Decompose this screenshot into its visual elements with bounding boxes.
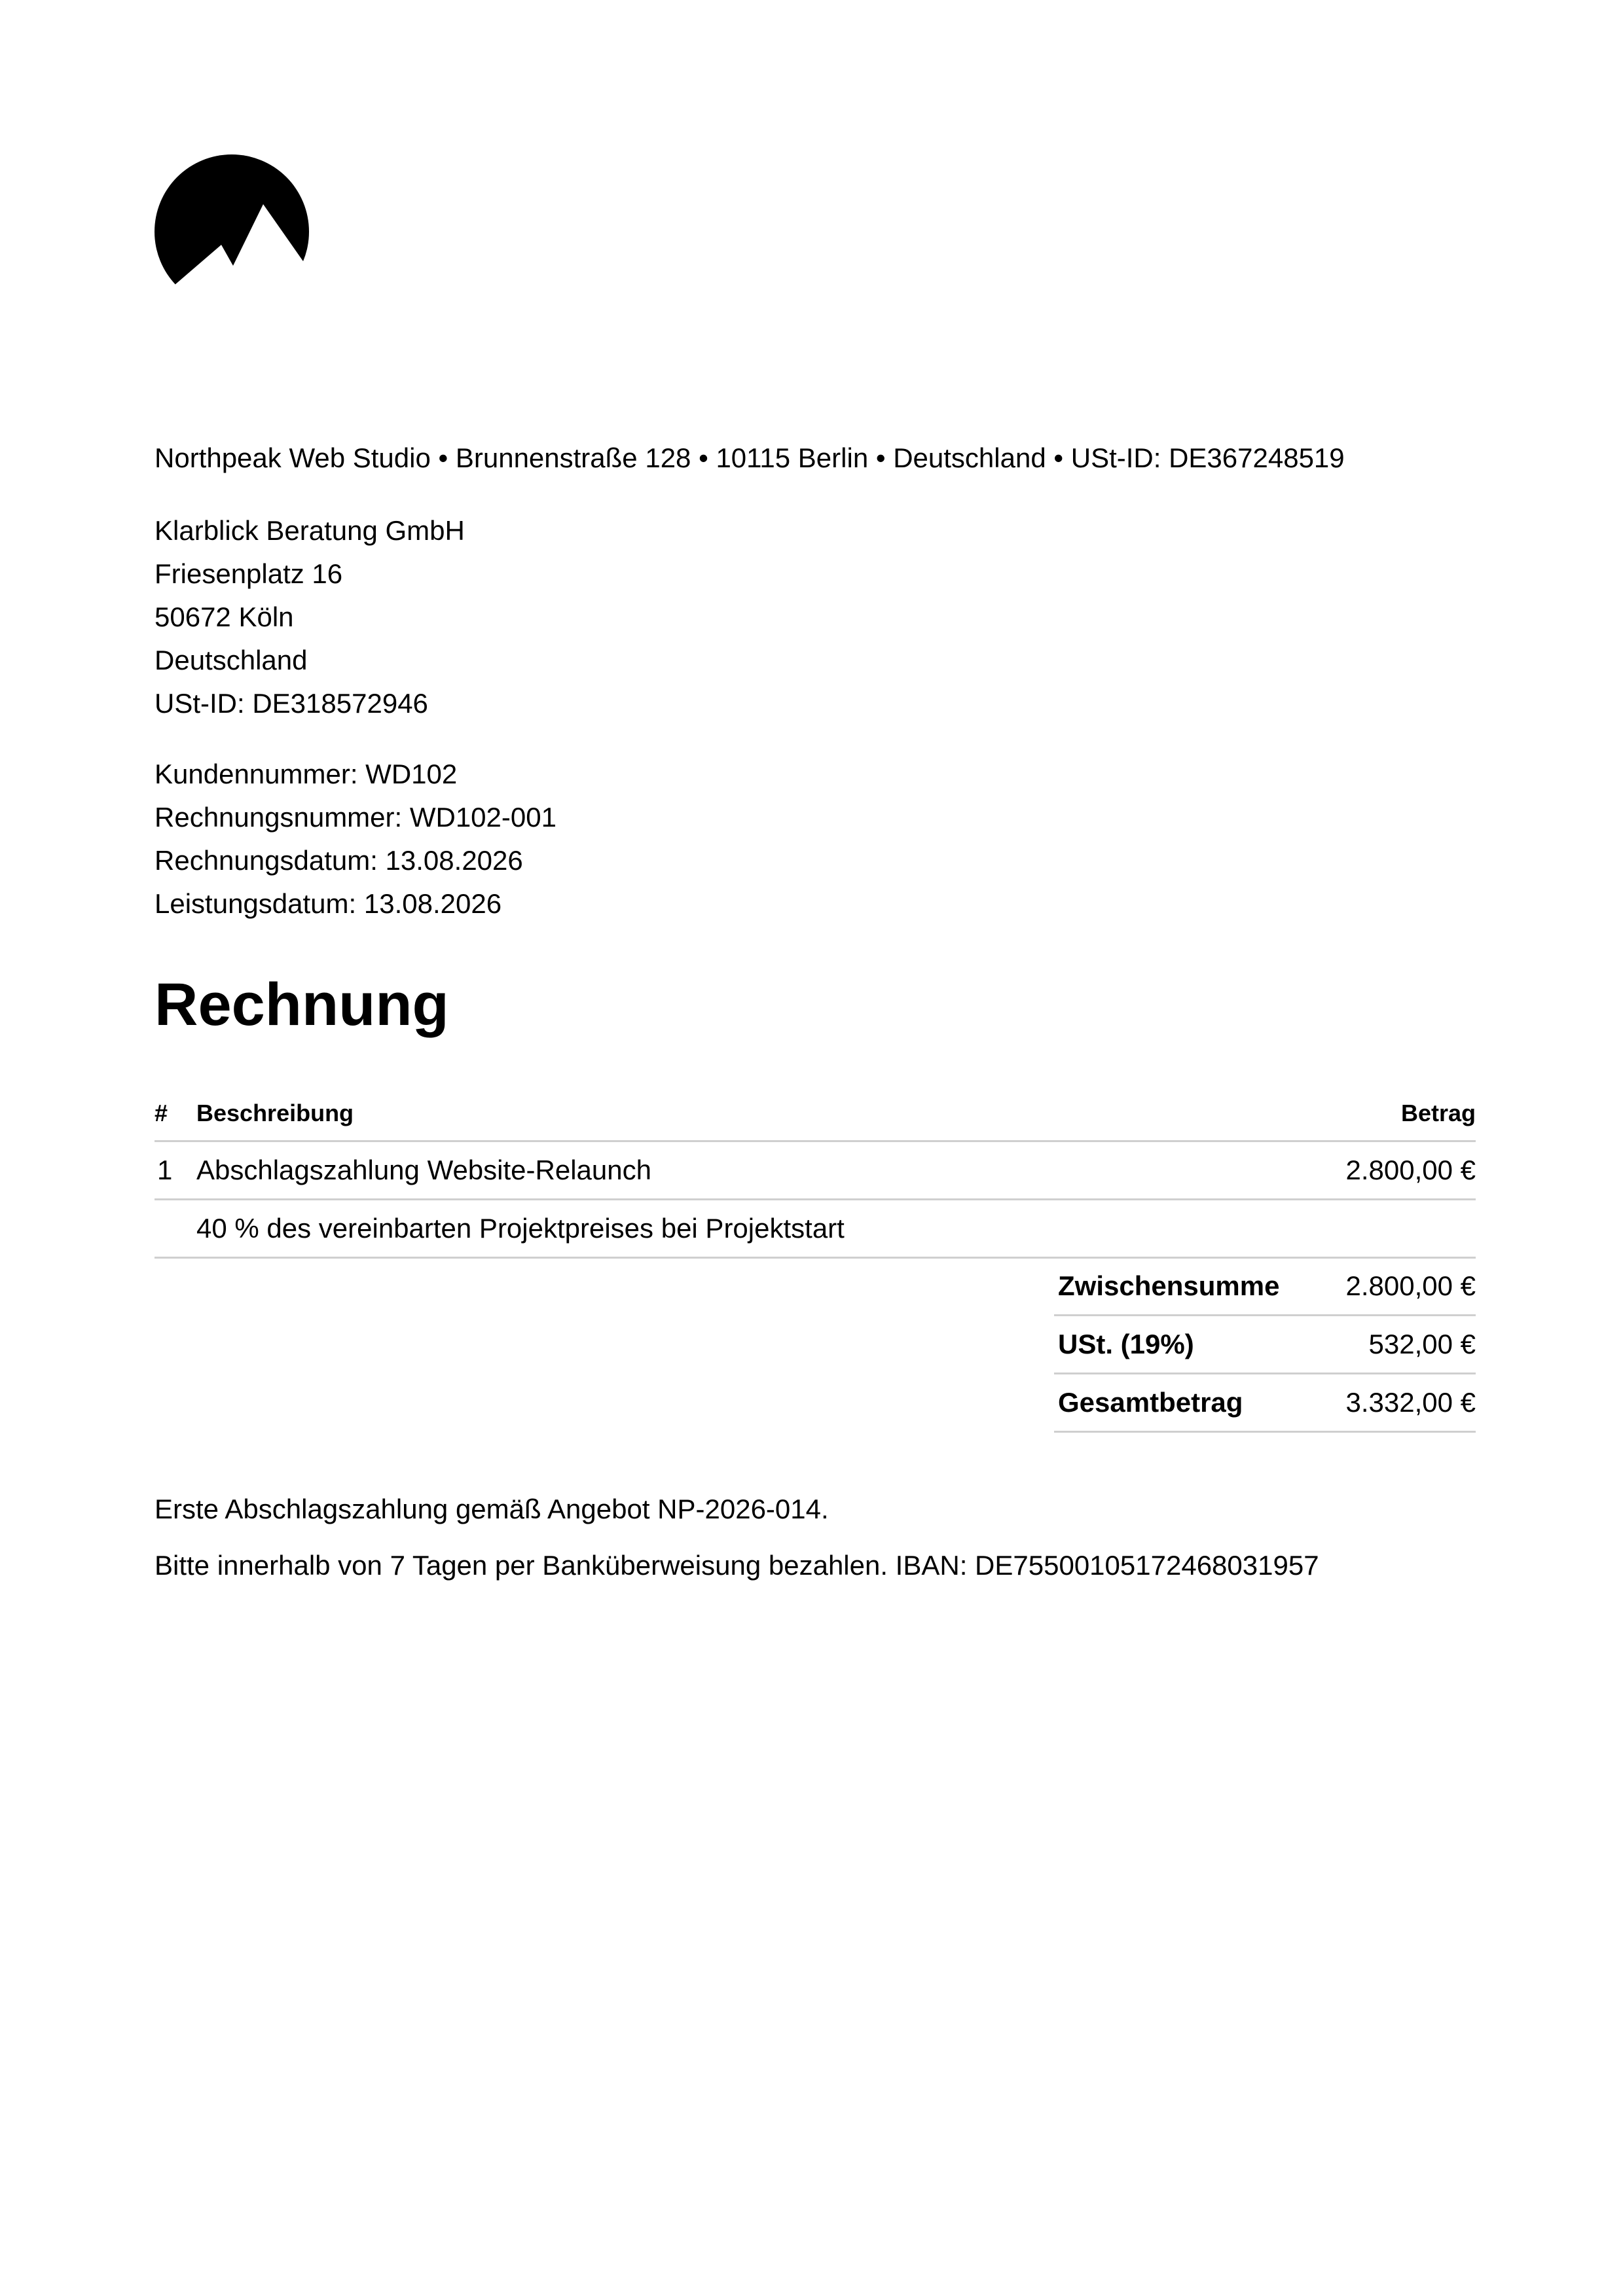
table-row [155,1141,1476,1200]
item-note: 40 % des vereinbarten Projektpreises bei Projektstart [196,1200,1262,1258]
table-header-row [155,1086,1476,1141]
invoice-meta [155,753,556,925]
total-row [1054,1374,1476,1432]
line-items-table [155,1086,1476,1259]
tax-row [1054,1316,1476,1374]
recipient-address [155,509,465,725]
tax-value: 532,00 € [1322,1316,1476,1374]
item-description: Abschlagszahlung Website-Relaunch [196,1141,1262,1200]
totals-table [1054,1258,1476,1433]
reference-note: Erste Abschlagszahlung gemäß Angebot NP-2026-014. [155,1494,829,1524]
header-number: # [155,1086,196,1141]
header-amount: Betrag [1262,1086,1476,1141]
recipient-vat-id: USt-ID: DE318572946 [155,688,428,719]
item-amount: 2.800,00 € [1262,1141,1476,1200]
invoice-number: Rechnungsnummer: WD102-001 [155,802,556,833]
total-label: Gesamtbetrag [1054,1374,1322,1432]
sender-address-line: Northpeak Web Studio • Brunnenstraße 128 • 10115 Berlin • Deutschland • USt-ID: DE367248519 [155,442,1345,473]
service-date: Leistungsdatum: 13.08.2026 [155,888,502,919]
subtotal-value: 2.800,00 € [1322,1258,1476,1316]
customer-number: Kundennummer: WD102 [155,759,458,789]
recipient-city: 50672 Köln [155,601,294,632]
tax-label: USt. (19%) [1054,1316,1322,1374]
table-row-note [155,1200,1476,1258]
recipient-name: Klarblick Beratung GmbH [155,515,465,546]
total-value: 3.332,00 € [1322,1374,1476,1432]
subtotal-row [1054,1258,1476,1316]
subtotal-label: Zwischensumme [1054,1258,1322,1316]
mountain-logo-icon [155,154,309,285]
page-title: Rechnung [155,971,449,1038]
payment-note: Bitte innerhalb von 7 Tagen per Banküberweisung bezahlen. IBAN: DE75500105172468031957 [155,1550,1319,1581]
header-description: Beschreibung [196,1086,1262,1141]
invoice-date: Rechnungsdatum: 13.08.2026 [155,845,523,876]
recipient-street: Friesenplatz 16 [155,558,343,589]
item-number: 1 [155,1141,196,1200]
recipient-country: Deutschland [155,645,308,675]
